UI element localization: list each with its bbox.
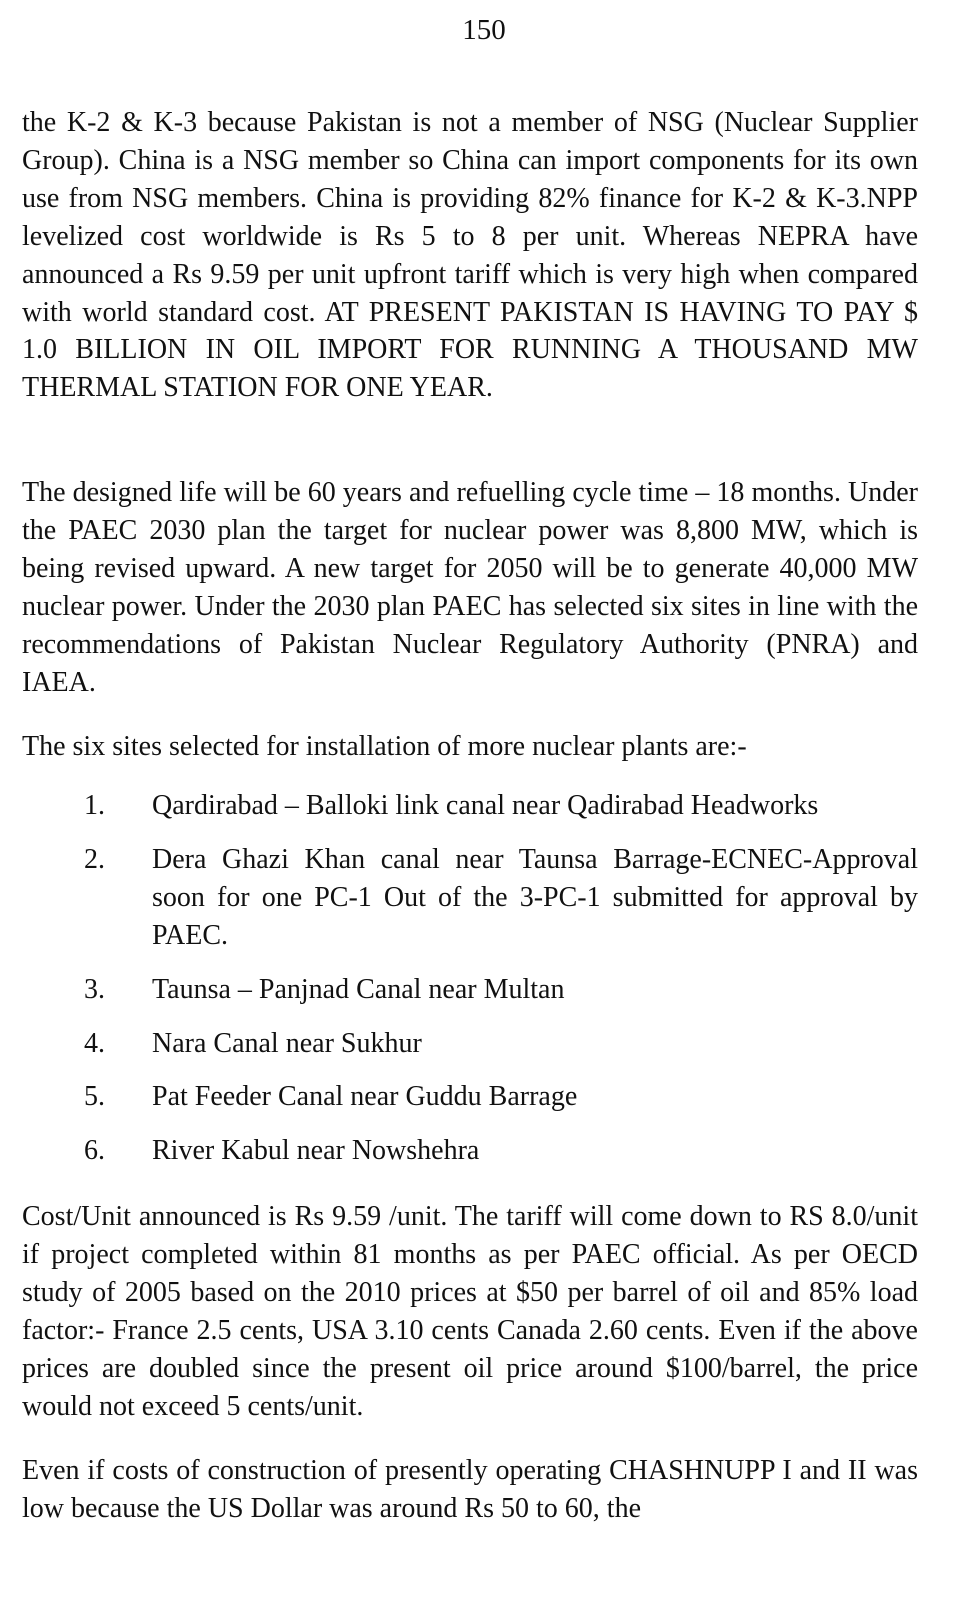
- list-item: [84, 1078, 918, 1116]
- list-item-text: Nara Canal near Sukhur: [152, 1027, 422, 1059]
- list-item-number: 4.: [84, 1027, 105, 1059]
- list-item-number: 2.: [84, 843, 105, 875]
- paragraph-nsg-finance: the K-2 & K-3 because Pakistan is not a member of NSG (Nuclear Supplier Group). China is a NSG member so China can import components for its own use from NSG members. China is providing 82% finance for K-2 & K-3.NPP levelized cost worldwide is Rs 5 to 8 per unit. Whereas NEPRA have announced a Rs 9.59 per unit upfront tariff which is very high when compared with world standard cost. AT PRESENT PAKISTAN IS HAVING TO PAY $ 1.0 BILLION IN OIL IMPORT FOR RUNNING A THOUSAND MW THERMAL STATION FOR ONE YEAR.: [22, 107, 918, 404]
- list-item-number: 5.: [84, 1081, 105, 1113]
- list-item: [84, 1025, 918, 1063]
- list-item-text: Qardirabad – Balloki link canal near Qadirabad Headworks: [152, 790, 819, 821]
- sites-list: [84, 787, 918, 1170]
- list-item-text: River Kabul near Nowshehra: [152, 1135, 480, 1167]
- list-item: [84, 971, 918, 1009]
- page-number: 150: [462, 14, 506, 46]
- list-item: [84, 841, 918, 955]
- paragraph-cost-per-unit: Cost/Unit announced is Rs 9.59 /unit. The tariff will come down to RS 8.0/unit if project completed within 81 months as per PAEC official. As per OECD study of 2005 based on the 2010 prices at $50 per barrel of oil and 85% load factor:- France 2.5 cents, USA 3.10 cents Canada 2.60 cents. Even if the above prices are doubled since the present oil price around $100/barrel, the price would not exceed 5 cents/unit.: [22, 1201, 918, 1422]
- paragraph-design-life: The designed life will be 60 years and refuelling cycle time – 18 months. Under the PAEC 2030 plan the target for nuclear power was 8,800 MW, which is being revised upward. A new target for 2050 will be to generate 40,000 MW nuclear power. Under the 2030 plan PAEC has selected six sites in line with the recommendations of Pakistan Nuclear Regulatory Authority (PNRA) and IAEA.: [22, 477, 918, 698]
- list-item-number: 6.: [84, 1135, 105, 1167]
- list-item-text: Taunsa – Panjnad Canal near Multan: [152, 973, 565, 1005]
- paragraph-six-sites-intro: The six sites selected for installation of more nuclear plants are:-: [22, 731, 747, 762]
- list-item: [84, 787, 918, 825]
- list-item: [84, 1132, 918, 1170]
- list-item-text: Dera Ghazi Khan canal near Taunsa Barrage-ECNEC-Approval soon for one PC-1 Out of the 3-PC-1 submitted for approval by PAEC.: [152, 843, 918, 951]
- list-item-number: 1.: [84, 790, 105, 821]
- paragraph-chashnupp: Even if costs of construction of presently operating CHASHNUPP I and II was low because the US Dollar was around Rs 50 to 60, the: [22, 1455, 918, 1524]
- list-item-text: Pat Feeder Canal near Guddu Barrage: [152, 1081, 578, 1113]
- list-item-number: 3.: [84, 973, 105, 1005]
